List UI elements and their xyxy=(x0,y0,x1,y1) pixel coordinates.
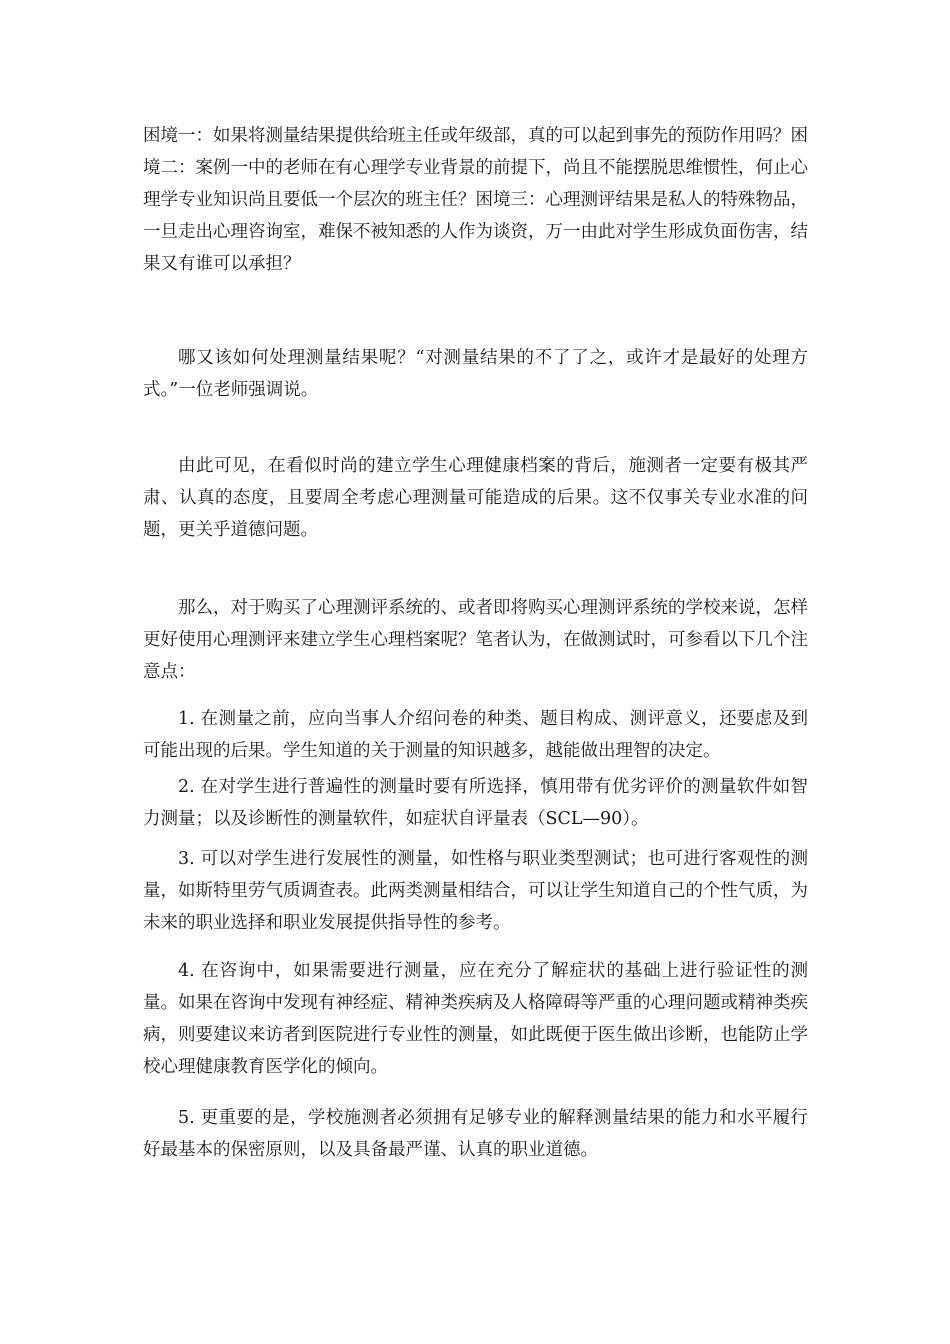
list-item: 1. 在测量之前，应向当事人介绍问卷的种类、题目构成、测评意义，还要虑及到可能出现的后果。学生知道的关于测量的知识越多，越能做出理智的决定。 xyxy=(143,709,808,761)
paragraph-conclusion: 由此可见，在看似时尚的建立学生心理健康档案的背后，施测者一定要有极其严肃、认真的态度，且要周全考虑心理测量可能造成的后果。这不仅事关专业水准的问题，更关乎道德问题。 xyxy=(143,456,808,540)
list-item: 5. 更重要的是，学校施测者必须拥有足够专业的解释测量结果的能力和水平履行好最基本的保密原则，以及具备最严谨、认真的职业道德。 xyxy=(143,1108,808,1160)
list-item: 3. 可以对学生进行发展性的测量，如性格与职业类型测试；也可进行客观性的测量，如斯特里劳气质调查表。此两类测量相结合，可以让学生知道自己的个性气质，为未来的职业选择和职业发展提供指导性的参考。 xyxy=(143,849,808,933)
paragraph-dilemmas: 困境一：如果将测量结果提供给班主任或年级部，真的可以起到事先的预防作用吗？困境二：案例一中的老师在有心理学专业背景的前提下，尚且不能摆脱思维惯性，何止心理学专业知识尚且要低一个层次的班主任？困境三：心理测评结果是私人的特殊物品，一旦走出心理咨询室，难保不被知悉的人作为谈资，万一由此对学生形成负面伤害，结果又有谁可以承担？ xyxy=(143,126,808,274)
paragraph-intro-points: 那么，对于购买了心理测评系统的、或者即将购买心理测评系统的学校来说，怎样更好使用心理测评来建立学生心理档案呢？笔者认为，在做测试时，可参看以下几个注意点： xyxy=(143,598,808,682)
paragraph-how-to-handle: 哪又该如何处理测量结果呢？“对测量结果的不了了之，或许才是最好的处理方式。”一位老师强调说。 xyxy=(143,348,808,400)
list-item: 2. 在对学生进行普遍性的测量时要有所选择，慎用带有优劣评价的测量软件如智力测量；以及诊断性的测量软件，如症状自评量表（SCL—90）。 xyxy=(143,777,808,829)
list-item: 4. 在咨询中，如果需要进行测量，应在充分了解症状的基础上进行验证性的测量。如果在咨询中发现有神经症、精神类疾病及人格障碍等严重的心理问题或精神类疾病，则要建议来访者到医院进行专业性的测量，如此既便于医生做出诊断，也能防止学校心理健康教育医学化的倾向。 xyxy=(143,961,808,1077)
